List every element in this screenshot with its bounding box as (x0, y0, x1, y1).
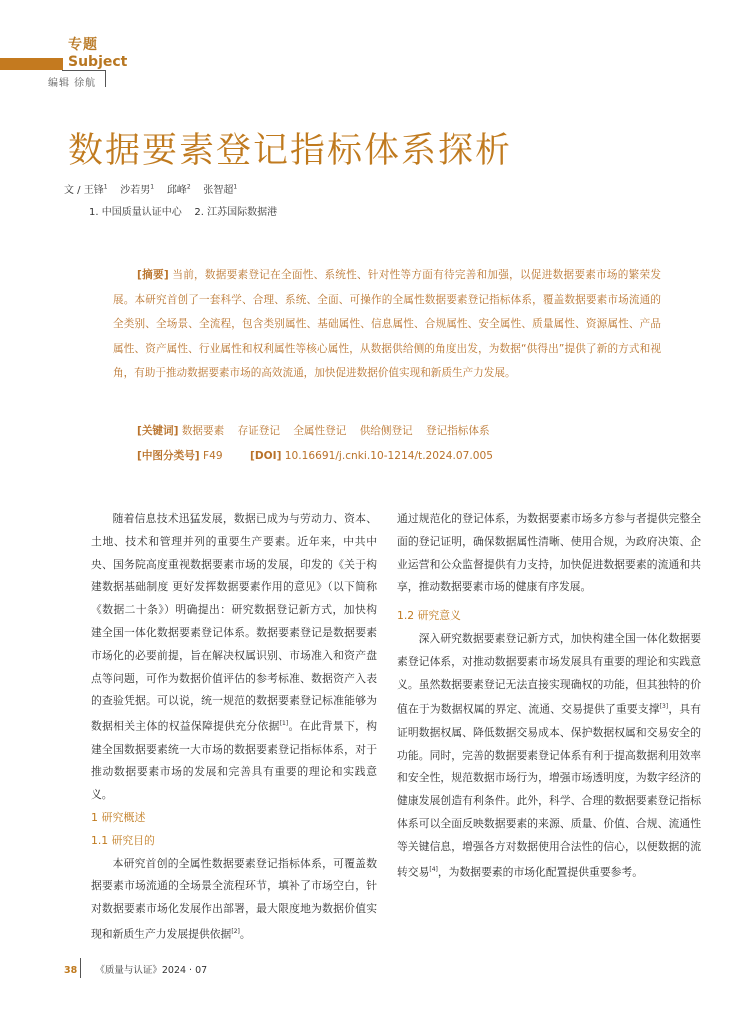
header-vertical-divider (105, 71, 106, 87)
keywords-label: [关键词] (137, 425, 179, 437)
abstract-text: 当前，数据要素登记在全面性、系统性、针对性等方面有待完善和加强，以促进数据要素市场的繁荣发展。本研究首创了一套科学、合理、系统、全面、可操作的全属性数据要素登记指标体系，覆盖数据要素市场流通的全类别、全场景、全流程，包含类别属性、基础属性、信息属性、合规属性、安全属性、质量属性、资源属性、产品属性、资产属性、行业属性和权利属性等核心属性，从数据供给侧的角度出发，为数据“供得出”提供了新的方式和视角，有助于推动数据要素市场的高效流通，加快促进数据价值实现和新质生产力发展。 (113, 269, 661, 380)
body-right-column (397, 508, 701, 884)
class-value: F49 (203, 450, 223, 462)
page-footer (64, 962, 207, 976)
doi-label: [DOI] (249, 450, 282, 462)
keyword: 存证登记 (237, 425, 280, 437)
paragraph: 深入研究数据要素登记新方式，加快构建全国一体化数据要素登记体系，对推动数据要素市场发展具有重要的理论和实践意义。虽然数据要素登记无法直接实现确权的功能，但其独特的价值在于为数据权属的界定、流通、交易提供了重要支撑[3]，具有证明数据权属、降低数据交易成本、保护数据权属和交易安全的功能。同时，完善的数据要素登记体系有利于提高数据利用效率和安全性，规范数据市场行为，增强市场透明度，为数字经济的健康发展创造有利条件。此外，科学、合理的数据要素登记指标体系可以全面反映数据要素的来源、质量、价值、合规、流通性等关键信息，增强各方对数据使用合法性的信心，以便数据的流转交易[4]，为数据要素的市场化配置提供重要参考。 (397, 631, 702, 879)
section-color-bar (0, 58, 63, 70)
topic-label: 专题 (68, 37, 98, 53)
page-number: 38 (64, 965, 78, 976)
author-name: 沙若男 (120, 185, 151, 196)
abstract-label: [摘要] (137, 269, 169, 281)
author-name: 邱峰 (166, 185, 187, 196)
article-title: 数据要素登记指标体系探析 (68, 131, 513, 171)
paragraph: 通过规范化的登记体系，为数据要素市场多方参与者提供完整全面的登记证明，确保数据属性清晰、使用合规，为政府决策、企业运营和公众监督提供有力支持，加快促进数据要素的流通和共享，推动数据要素市场的健康有序发展。 (397, 512, 701, 594)
subsection-heading: 1.1 研究目的 (91, 833, 155, 847)
body-left-column (91, 508, 377, 946)
section-heading: 1 研究概述 (91, 810, 146, 824)
paragraph: 随着信息技术迅猛发展，数据已成为与劳动力、资本、土地、技术和管理并列的重要生产要素。近年来，中共中央、国务院高度重视数据要素市场的发展，印发的《关于构建数据基础制度 更好发挥数据要素作用的意见》（以下简称《数据二十条》）明确提出：研究数据登记新方式，加快构建全国一体化数据要素登记体系。数据要素登记是数据要素市场化的必要前提，旨在解决权属识别、市场准入和资产盘点等问题，可作为数据价值评估的参考标准、数据资产入表的查验凭据。可以说，统一规范的数据要素登记标准能够为数据相关主体的权益保障提供充分依据[1]。在此背景下，构建全国数据要素统一大市场的数据要素登记指标体系，对于推动数据要素市场的发展和完善具有重要的理论和实践意义。 (91, 512, 378, 802)
class-label: [中图分类号] (137, 450, 200, 462)
classification-line (137, 448, 493, 463)
subsection-heading: 1.2 研究意义 (397, 609, 461, 623)
subject-label: Subject (68, 54, 128, 70)
journal-issue: 《质量与认证》2024 · 07 (95, 965, 208, 976)
header-divider (62, 70, 106, 71)
abstract (113, 263, 661, 386)
author-name: 王锋 (83, 185, 104, 196)
keyword: 供给侧登记 (359, 425, 413, 437)
paragraph: 本研究首创的全属性数据要素登记指标体系，可覆盖数据要素市场流通的全场景全流程环节，填补了市场空白，针对数据要素市场化发展作出部署，最大限度地为数据价值实现和新质生产力发展提供依据[2]。 (91, 856, 377, 941)
doi-value: 10.16691/j.cnki.10-1214/t.2024.07.005 (284, 450, 493, 462)
affiliations: 1. 中国质量认证中心 2. 江苏国际数据港 (89, 207, 278, 218)
authors-prefix: 文 / (64, 185, 84, 196)
keyword: 登记指标体系 (426, 425, 490, 437)
keyword: 全属性登记 (293, 425, 347, 437)
keywords-line (137, 423, 500, 438)
editor-credit: 编辑 徐航 (48, 78, 97, 89)
author-line: 文 / 王锋$^1$ 沙若男$^1$ 邱峰$^2$ 张智超$^1$ (64, 183, 238, 196)
keyword: 数据要素 (181, 425, 225, 437)
author-name: 张智超 (203, 185, 234, 196)
